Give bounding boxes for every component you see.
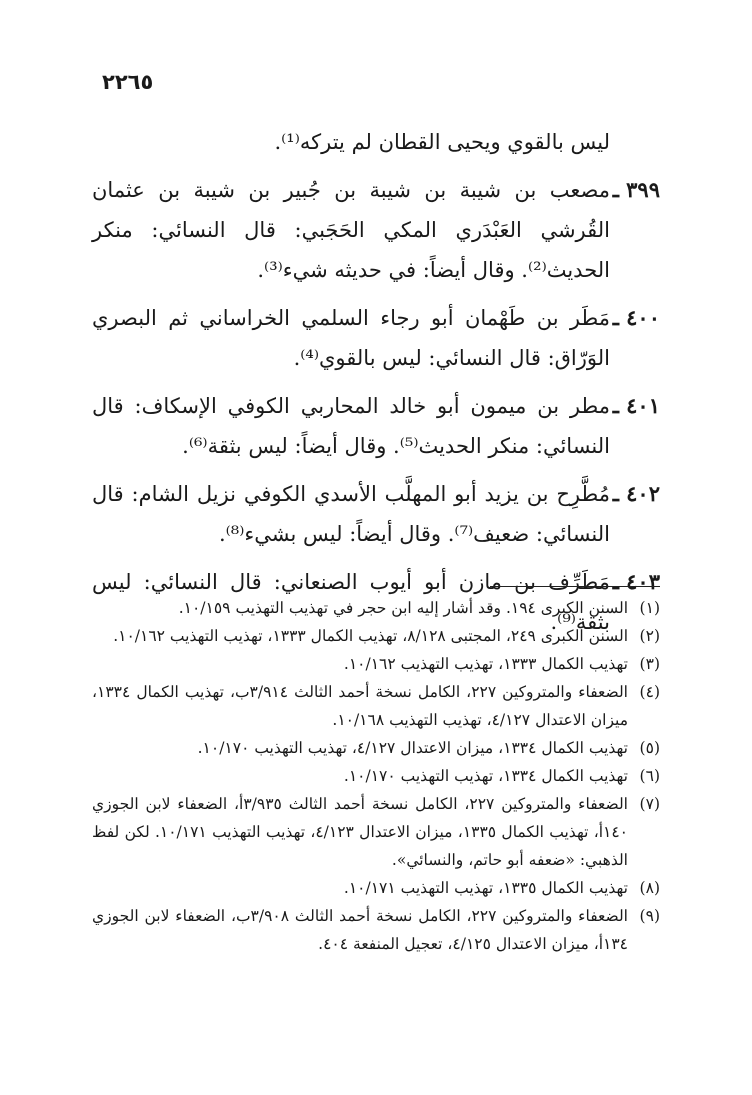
entry-text: مَطَرِّف بن مازن أبو أيوب الصنعاني: قال النسائي: ليس بثقة⁽⁹⁾. bbox=[92, 570, 610, 634]
footnote bbox=[92, 678, 660, 734]
footnote-text: السنن الكبرى ١٩٤. وقد أشار إليه ابن حجر في تهذيب التهذيب ١٠/١٥٩. bbox=[178, 599, 628, 617]
footnote-number: (٣) bbox=[639, 655, 660, 673]
entry bbox=[92, 170, 660, 290]
footnote bbox=[92, 734, 660, 762]
footnote bbox=[92, 902, 660, 958]
entry bbox=[92, 474, 660, 554]
entry-text: مُطَّرِح بن يزيد أبو المهلَّب الأسدي الكوفي نزيل الشام: قال النسائي: ضعيف⁽⁷⁾. وقال أيضاً: ليس بشيء⁽⁸⁾. bbox=[92, 482, 610, 546]
entry-text: مصعب بن شيبة بن شيبة بن جُبير بن شيبة بن عثمان القُرشي العَبْدَري المكي الحَجَبي: قال النسائي: منكر الحديث⁽²⁾. وقال أيضاً: في حديثه شيء⁽³⁾. bbox=[92, 178, 610, 282]
footnote-text: تهذيب الكمال ١٣٣٣، تهذيب التهذيب ١٠/١٦٢. bbox=[343, 655, 628, 673]
footnote-number: (١) bbox=[639, 599, 660, 617]
footnote bbox=[92, 594, 660, 622]
page-number: ٢٢٦٥ bbox=[102, 70, 154, 94]
main-text bbox=[92, 122, 660, 650]
footnote-text: تهذيب الكمال ١٣٣٤، تهذيب التهذيب ١٠/١٧٠. bbox=[343, 767, 628, 785]
footnote-number: (٧) bbox=[639, 795, 660, 813]
footnote bbox=[92, 762, 660, 790]
footnote-text: تهذيب الكمال ١٣٣٤، ميزان الاعتدال ٤/١٢٧، تهذيب التهذيب ١٠/١٧٠. bbox=[197, 739, 628, 757]
footnotes bbox=[92, 594, 660, 958]
footnote-text: الضعفاء والمتروكين ٢٢٧، الكامل نسخة أحمد الثالث ٣/٩٣٥أ، الضعفاء لابن الجوزي ١٤٠أ، تهذيب الكمال ١٣٣٥، ميزان الاعتدال ٤/١٢٣، تهذيب التهذيب ١٠/١٧١. لكن لفظ الذهبي: «ضعفه أبو حاتم، والنسائي». bbox=[92, 795, 629, 869]
entry-number: ٣٩٩ ـ bbox=[612, 177, 660, 202]
entry-text: مَطَر بن طَهْمان أبو رجاء السلمي الخراساني ثم البصري الوَرّاق: قال النسائي: ليس بالقوي⁽⁴⁾. bbox=[92, 306, 610, 370]
footnote-text: تهذيب الكمال ١٣٣٥، تهذيب التهذيب ١٠/١٧١. bbox=[343, 879, 628, 897]
entry-number: ٤٠١ ـ bbox=[612, 393, 660, 418]
footnote-number: (٤) bbox=[639, 683, 660, 701]
footnote bbox=[92, 650, 660, 678]
footnote-number: (٦) bbox=[639, 767, 660, 785]
footnote-number: (٢) bbox=[639, 627, 660, 645]
entry-number: ٤٠٠ ـ bbox=[612, 305, 660, 330]
footnote-text: السنن الكبرى ٢٤٩، المجتبى ٨/١٢٨، تهذيب الكمال ١٣٣٣، تهذيب التهذيب ١٠/١٦٢. bbox=[113, 627, 628, 645]
footnote-number: (٩) bbox=[639, 907, 660, 925]
footnote-text: الضعفاء والمتروكين ٢٢٧، الكامل نسخة أحمد الثالث ٣/٩١٤ب، تهذيب الكمال ١٣٣٤، ميزان الاعتدال ٤/١٢٧، تهذيب التهذيب ١٠/١٦٨. bbox=[92, 683, 628, 729]
entry-number: ٤٠٣ ـ bbox=[612, 569, 660, 594]
entry bbox=[92, 386, 660, 466]
entry bbox=[92, 298, 660, 378]
footnote bbox=[92, 790, 660, 874]
footnote-number: (٥) bbox=[639, 739, 660, 757]
footnote-divider bbox=[490, 586, 660, 587]
continuation-text: ليس بالقوي ويحيى القطان لم يتركه⁽¹⁾. bbox=[274, 130, 610, 154]
footnote bbox=[92, 874, 660, 902]
entry-number: ٤٠٢ ـ bbox=[612, 481, 660, 506]
footnote-text: الضعفاء والمتروكين ٢٢٧، الكامل نسخة أحمد الثالث ٣/٩٠٨ب، الضعفاء لابن الجوزي ١٣٤أ، ميزان الاعتدال ٤/١٢٥، تعجيل المنفعة ٤٠٤. bbox=[92, 907, 628, 953]
entry-text: مطر بن ميمون أبو خالد المحاربي الكوفي الإسكاف: قال النسائي: منكر الحديث⁽⁵⁾. وقال أيضاً: ليس بثقة⁽⁶⁾. bbox=[92, 394, 610, 458]
footnote bbox=[92, 622, 660, 650]
footnote-number: (٨) bbox=[639, 879, 660, 897]
